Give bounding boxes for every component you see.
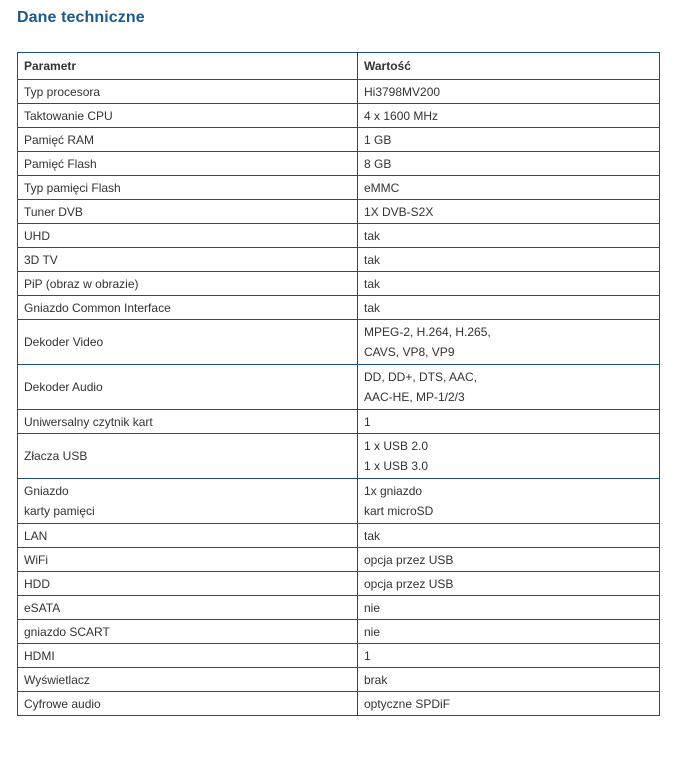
param-text: Gniazdo Common Interface bbox=[24, 300, 171, 315]
table-row bbox=[18, 248, 660, 272]
table-row bbox=[18, 668, 660, 692]
param-cell bbox=[18, 524, 358, 548]
param-text: Złacza USB bbox=[24, 449, 88, 463]
value-text: 1 x USB 3.0 bbox=[364, 459, 429, 473]
value-text: opcja przez USB bbox=[364, 552, 454, 567]
value-text: nie bbox=[364, 600, 381, 615]
value-text: AAC-HE, MP-1/2/3 bbox=[364, 390, 465, 404]
param-text: gniazdo SCART bbox=[24, 624, 110, 639]
value-cell bbox=[358, 572, 660, 596]
value-cell bbox=[358, 80, 660, 104]
param-cell bbox=[18, 272, 358, 296]
value-cell bbox=[358, 272, 660, 296]
value-cell bbox=[358, 479, 660, 524]
param-cell bbox=[18, 668, 358, 692]
param-cell bbox=[18, 596, 358, 620]
param-text: Gniazdo bbox=[24, 484, 69, 498]
value-text: 1X DVB-S2X bbox=[364, 204, 434, 219]
value-cell bbox=[358, 152, 660, 176]
param-cell bbox=[18, 152, 358, 176]
table-row bbox=[18, 224, 660, 248]
value-cell bbox=[358, 296, 660, 320]
param-text: Taktowanie CPU bbox=[24, 108, 113, 123]
value-cell bbox=[358, 620, 660, 644]
value-text: eMMC bbox=[364, 180, 400, 195]
param-text: 3D TV bbox=[24, 252, 58, 267]
table-row bbox=[18, 692, 660, 716]
param-cell bbox=[18, 644, 358, 668]
header-wartosc: Wartość bbox=[358, 53, 660, 80]
value-text: tak bbox=[364, 276, 381, 291]
specs-table-body bbox=[18, 80, 660, 716]
table-row bbox=[18, 104, 660, 128]
value-cell bbox=[358, 692, 660, 716]
table-row bbox=[18, 644, 660, 668]
value-text: CAVS, VP8, VP9 bbox=[364, 345, 455, 359]
param-text: Cyfrowe audio bbox=[24, 696, 101, 711]
table-row bbox=[18, 572, 660, 596]
value-text: 1 bbox=[364, 414, 371, 429]
value-text: 1 GB bbox=[364, 132, 392, 147]
table-row bbox=[18, 479, 660, 524]
param-text: Tuner DVB bbox=[24, 204, 83, 219]
value-cell bbox=[358, 320, 660, 365]
value-text: DD, DD+, DTS, AAC, bbox=[364, 370, 478, 384]
table-row bbox=[18, 296, 660, 320]
value-cell bbox=[358, 548, 660, 572]
table-row bbox=[18, 176, 660, 200]
value-cell bbox=[358, 365, 660, 410]
param-cell bbox=[18, 692, 358, 716]
param-cell bbox=[18, 572, 358, 596]
value-text: tak bbox=[364, 528, 381, 543]
table-row bbox=[18, 620, 660, 644]
table-row bbox=[18, 596, 660, 620]
param-cell bbox=[18, 296, 358, 320]
value-cell bbox=[358, 524, 660, 548]
param-text: PiP (obraz w obrazie) bbox=[24, 276, 139, 291]
value-cell bbox=[358, 596, 660, 620]
value-text: tak bbox=[364, 300, 381, 315]
table-row bbox=[18, 128, 660, 152]
param-text: WiFi bbox=[24, 552, 48, 567]
param-text: Dekoder Audio bbox=[24, 380, 103, 394]
param-cell bbox=[18, 410, 358, 434]
value-cell bbox=[358, 128, 660, 152]
value-cell bbox=[358, 224, 660, 248]
param-cell bbox=[18, 434, 358, 479]
param-text: HDMI bbox=[24, 648, 55, 663]
header-parametr: Parametr bbox=[18, 53, 358, 80]
param-text: Wyświetlacz bbox=[24, 672, 90, 687]
param-text: HDD bbox=[24, 576, 50, 591]
param-cell bbox=[18, 365, 358, 410]
value-text: 1 x USB 2.0 bbox=[364, 439, 429, 453]
param-text: Typ pamięci Flash bbox=[24, 180, 121, 195]
value-text: nie bbox=[364, 624, 381, 639]
value-text: kart microSD bbox=[364, 504, 434, 518]
param-cell bbox=[18, 224, 358, 248]
param-cell bbox=[18, 80, 358, 104]
table-row bbox=[18, 410, 660, 434]
value-cell bbox=[358, 410, 660, 434]
table-row bbox=[18, 152, 660, 176]
param-text: eSATA bbox=[24, 600, 61, 615]
table-row bbox=[18, 524, 660, 548]
value-cell bbox=[358, 248, 660, 272]
table-header-row bbox=[18, 53, 660, 80]
param-text: Uniwersalny czytnik kart bbox=[24, 414, 153, 429]
value-cell bbox=[358, 434, 660, 479]
param-cell bbox=[18, 128, 358, 152]
param-text: Dekoder Video bbox=[24, 335, 104, 349]
param-text: Pamięć RAM bbox=[24, 132, 95, 147]
value-text: 4 x 1600 MHz bbox=[364, 108, 439, 123]
specs-table bbox=[17, 52, 660, 716]
param-cell bbox=[18, 176, 358, 200]
param-cell bbox=[18, 200, 358, 224]
param-text: LAN bbox=[24, 528, 48, 543]
value-cell bbox=[358, 668, 660, 692]
param-cell bbox=[18, 548, 358, 572]
param-text: Typ procesora bbox=[24, 84, 101, 99]
value-cell bbox=[358, 200, 660, 224]
value-text: opcja przez USB bbox=[364, 576, 454, 591]
param-cell bbox=[18, 248, 358, 272]
value-cell bbox=[358, 176, 660, 200]
section-title: Dane techniczne bbox=[17, 9, 145, 26]
value-text: MPEG-2, H.264, H.265, bbox=[364, 325, 491, 339]
table-row bbox=[18, 365, 660, 410]
table-row bbox=[18, 200, 660, 224]
value-text: tak bbox=[364, 228, 381, 243]
param-cell bbox=[18, 620, 358, 644]
value-text: brak bbox=[364, 672, 388, 687]
table-row bbox=[18, 548, 660, 572]
value-text: 1x gniazdo bbox=[364, 484, 423, 498]
value-cell bbox=[358, 644, 660, 668]
value-text: Hi3798MV200 bbox=[364, 84, 441, 99]
param-text: UHD bbox=[24, 228, 50, 243]
table-row bbox=[18, 80, 660, 104]
param-cell bbox=[18, 104, 358, 128]
table-row bbox=[18, 434, 660, 479]
param-cell bbox=[18, 479, 358, 524]
value-text: optyczne SPDiF bbox=[364, 696, 451, 711]
value-cell bbox=[358, 104, 660, 128]
table-row bbox=[18, 272, 660, 296]
value-text: 1 bbox=[364, 648, 371, 663]
param-cell bbox=[18, 320, 358, 365]
table-row bbox=[18, 320, 660, 365]
param-text: karty pamięci bbox=[24, 504, 95, 518]
value-text: 8 GB bbox=[364, 156, 392, 171]
param-text: Pamięć Flash bbox=[24, 156, 97, 171]
value-text: tak bbox=[364, 252, 381, 267]
